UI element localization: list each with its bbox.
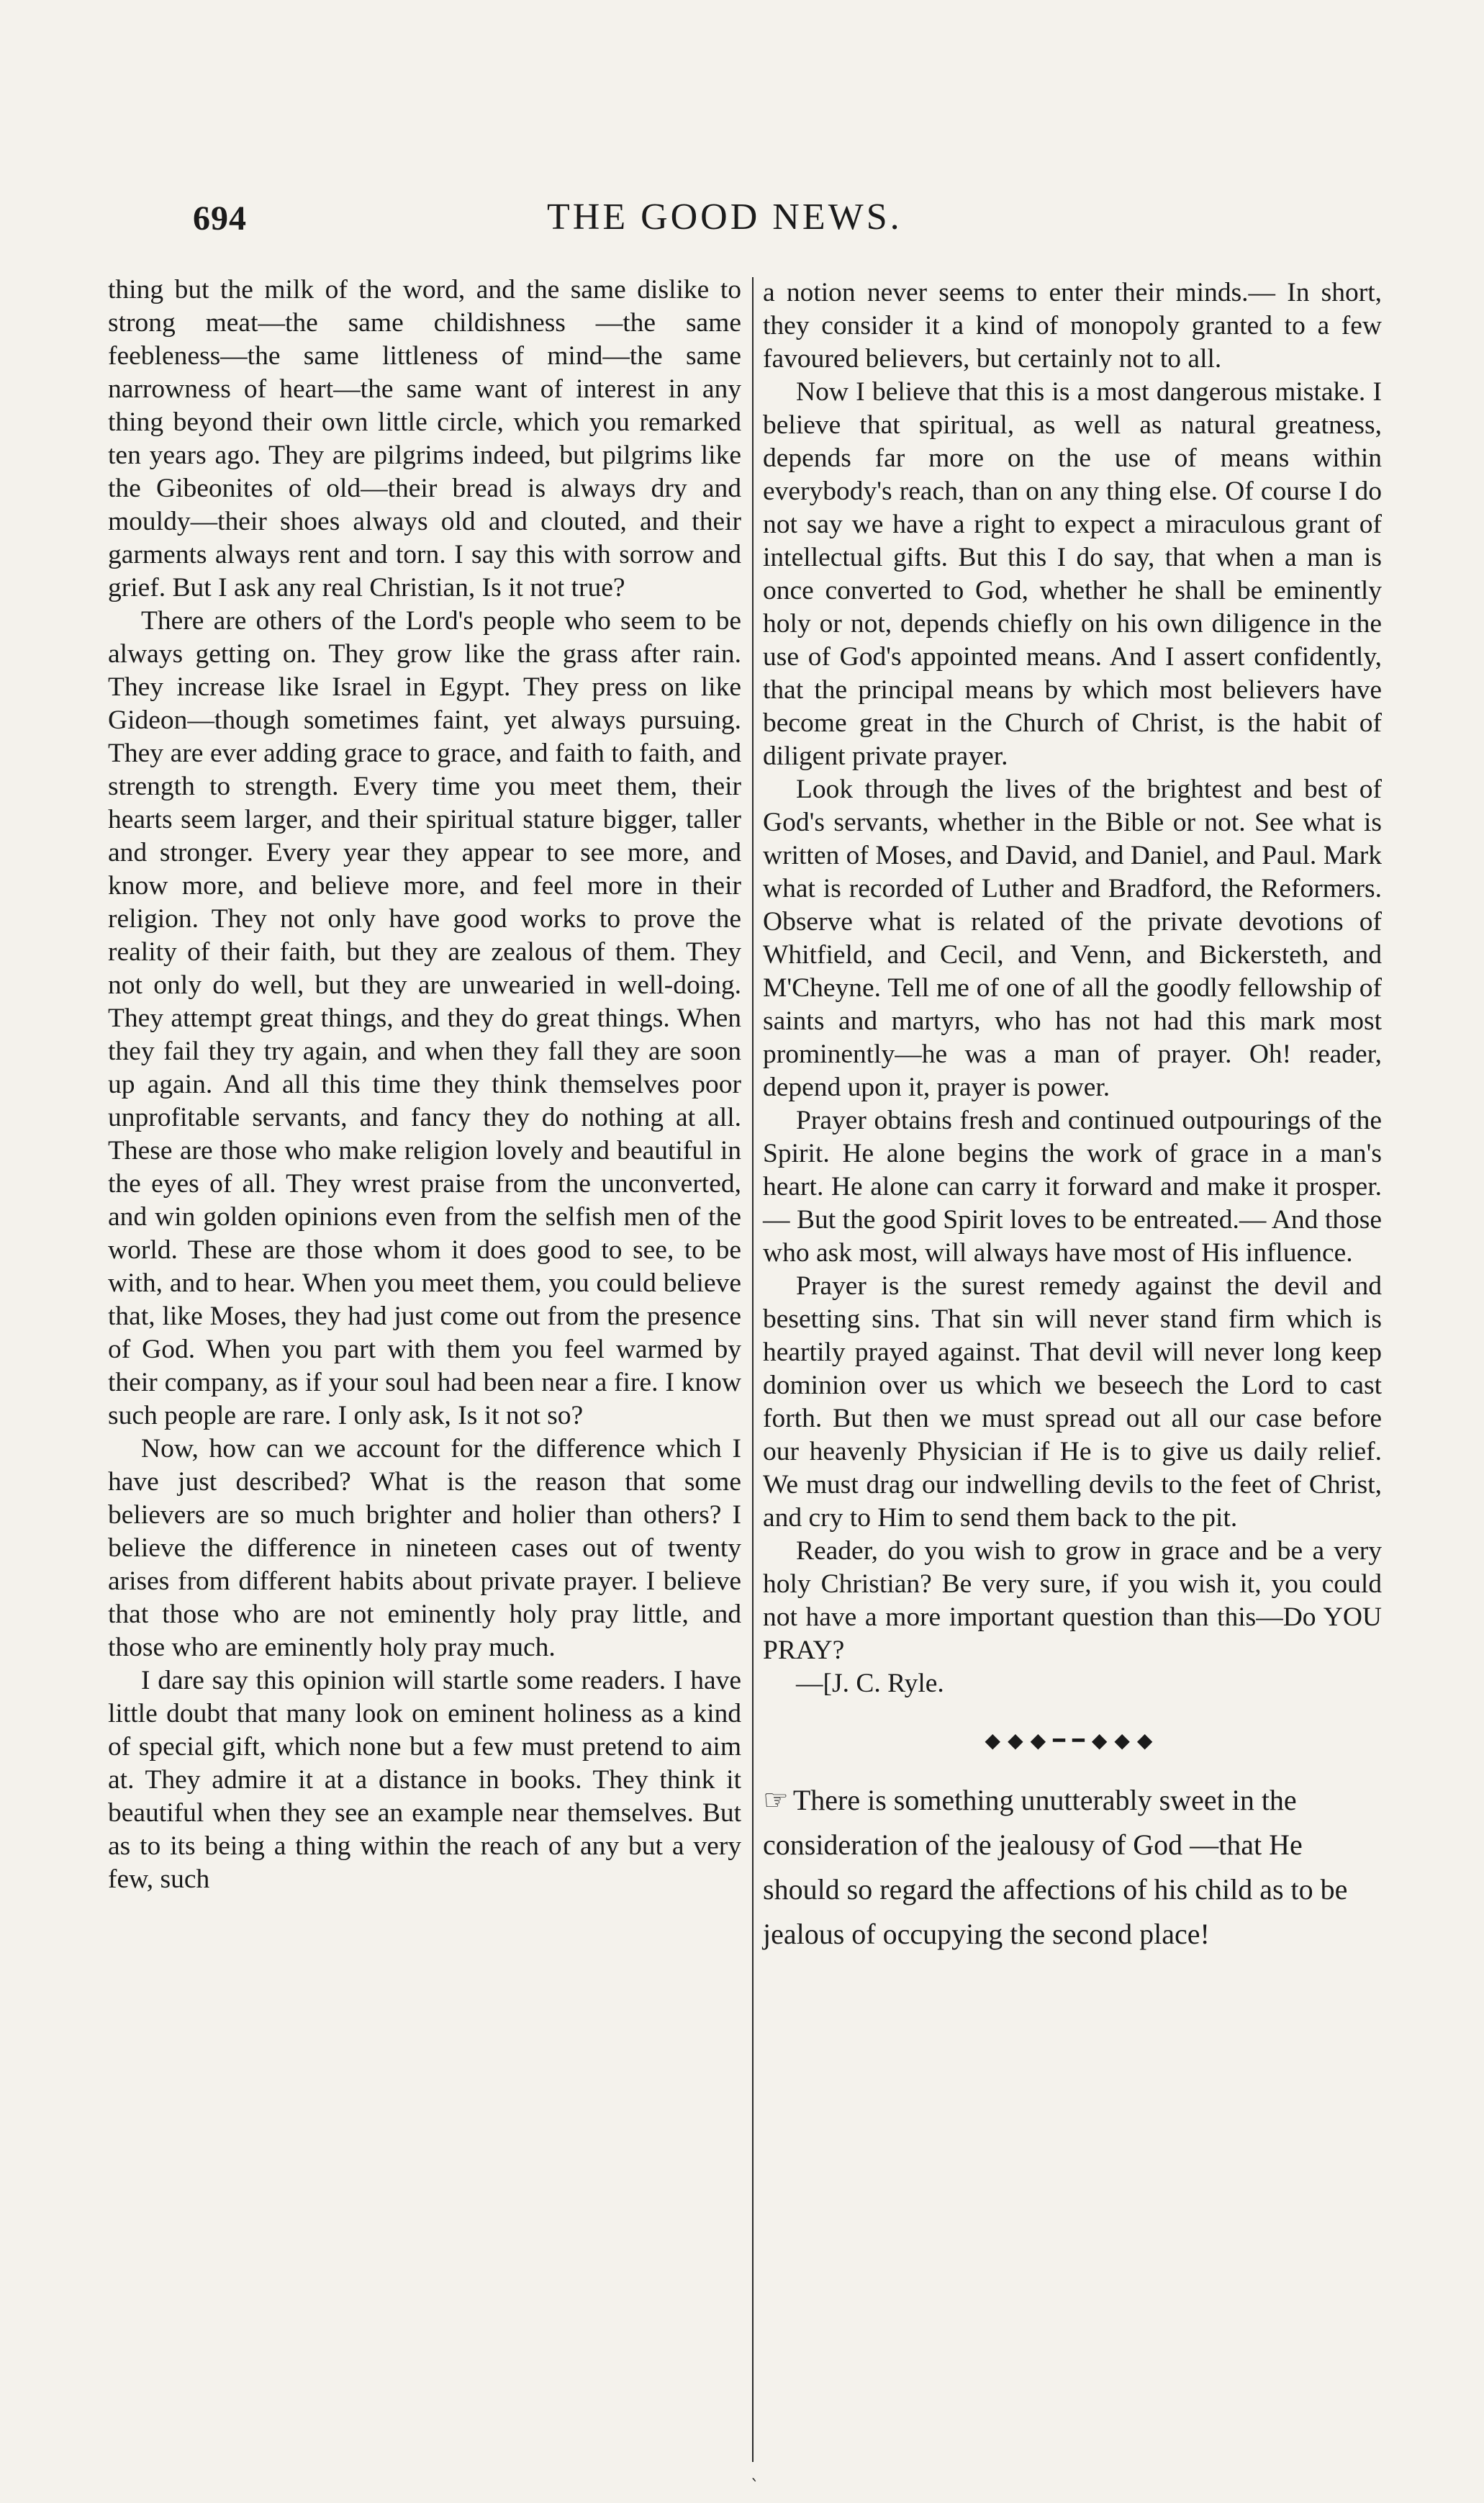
right-paragraph-2: Now I believe that this is a most dangerous mistake. I believe that spiritual, as well as natural greatness, depends far more on the use of means within everybody's reach, than on any thing else. Of course I do not say we have a right to expect a miraculous grant of intellectual gifts. But this I do say, that when a man is once converted to God, whether he shall be eminently holy or not, depends chiefly on his own diligence in the use of God's appointed means. And I assert confidently, that the principal means by which most believers have become great in the Church of Christ, is the habit of diligent private prayer. [763, 377, 1382, 771]
right-paragraph-3: Look through the lives of the brightest and best of God's servants, whether in the Bible or not. See what is written of Moses, and David, and Daniel, and Paul. Mark what is recorded of Luther and Bradford, the Reformers. Observe what is related of the private devotions of Whitfield, and Cecil, and Venn, and Bickersteth, and M'Cheyne. Tell me of one of all the goodly fellowship of saints and martyrs, who has not had this mark most prominently—he was a man of prayer. Oh! reader, depend upon it, prayer is power. [763, 775, 1382, 1102]
page-number: 694 [193, 199, 247, 238]
left-column [108, 274, 741, 1896]
left-paragraph-1: thing but the milk of the word, and the same dislike to strong meat—the same childishness —the same feebleness—the same littleness of mind—the same narrowness of heart—the same want of interest in any thing beyond their own little circle, which you remarked ten years ago. They are pilgrims indeed, but pilgrims like the Gibeonites of old—their bread is always dry and mouldy—their shoes always old and clouted, and their garments always rent and torn. I say this with sorrow and grief. But I ask any real Christian, Is it not true? [108, 275, 741, 603]
column-divider [752, 277, 754, 2462]
left-paragraph-2: There are others of the Lord's people who seem to be always getting on. They grow like the grass after rain. They increase like Israel in Egypt. They press on like Gideon—though sometimes faint, yet always pursuing. They are ever adding grace to grace, and faith to faith, and strength to strength. Every time you meet them, their hearts seem larger, and their spiritual stature bigger, taller and stronger. Every year they appear to see more, and know more, and believe more, and feel more in their religion. They not only have good works to prove the reality of their faith, but they are zealous of them. They not only do well, but they are unwearied in well-doing. They attempt great things, and they do great things. When they fail they try again, and when they fall they are soon up again. And all this time they think themselves poor unprofitable servants, and fancy they do nothing at all. These are those who make religion lovely and beautiful in the eyes of all. They wrest praise from the unconverted, and win golden opinions even from the selfish men of the world. These are those whom it does good to see, to be with, and to hear. When you meet them, you could believe that, like Moses, they had just come out from the presence of God. When you part with them you feel warmed by their company, as if your soul had been near a fire. I know such people are rare. I only ask, Is it not so? [108, 606, 741, 1430]
pointing-hand-icon: ☞ [763, 1784, 789, 1816]
closing-note [763, 1778, 1382, 1957]
running-head: THE GOOD NEWS. [547, 197, 902, 238]
right-paragraph-1: a notion never seems to enter their minds.— In short, they consider it a kind of monopoly granted to a few favoured believers, but certainly not to all. [763, 278, 1382, 374]
left-paragraph-4: I dare say this opinion will startle some readers. I have little doubt that many look on eminent holiness as a kind of special gift, which none but a few must pretend to aim at. They admire it at a distance in books. They think it beautiful when they see an example near themselves. But as to its being a thing within the reach of any but a very few, such [108, 1666, 741, 1894]
section-ornament: ◆◆◆━━◆◆◆ [985, 1730, 1160, 1752]
left-paragraph-3: Now, how can we account for the difference which I have just described? What is the reason that some believers are so much brighter and holier than others? I believe the difference in nineteen cases out of twenty arises from different habits about private prayer. I believe that those who are not eminently holy pray little, and those who are eminently holy pray much. [108, 1434, 741, 1662]
right-paragraph-6: Reader, do you wish to grow in grace and be a very holy Christian? Be very sure, if you wish it, you could not have a more important question than this—Do YOU PRAY? [763, 1536, 1382, 1665]
closing-note-text: There is something unutterably sweet in the consideration of the jealousy of God —that He should so regard the affections of his child as to be jealous of occupying the second place! [763, 1784, 1348, 1950]
right-paragraph-5: Prayer is the surest remedy against the devil and besetting sins. That sin will never stand firm which is heartily prayed against. That devil will never long keep dominion over us which we beseech the Lord to cast forth. But then we must spread out all our case before our heavenly Physician if He is to give us daily relief. We must drag our indwelling devils to the feet of Christ, and cry to Him to send them back to the pit. [763, 1271, 1382, 1533]
right-column [763, 276, 1382, 1957]
bottom-mark: ˋ [751, 2476, 759, 2497]
right-paragraph-4: Prayer obtains fresh and continued outpourings of the Spirit. He alone begins the work of grace in a man's heart. He alone can carry it forward and make it prosper.— But the good Spirit loves to be entreated.— And those who ask most, will always have most of His influence. [763, 1106, 1382, 1268]
author-attribution: —[J. C. Ryle. [796, 1669, 944, 1698]
